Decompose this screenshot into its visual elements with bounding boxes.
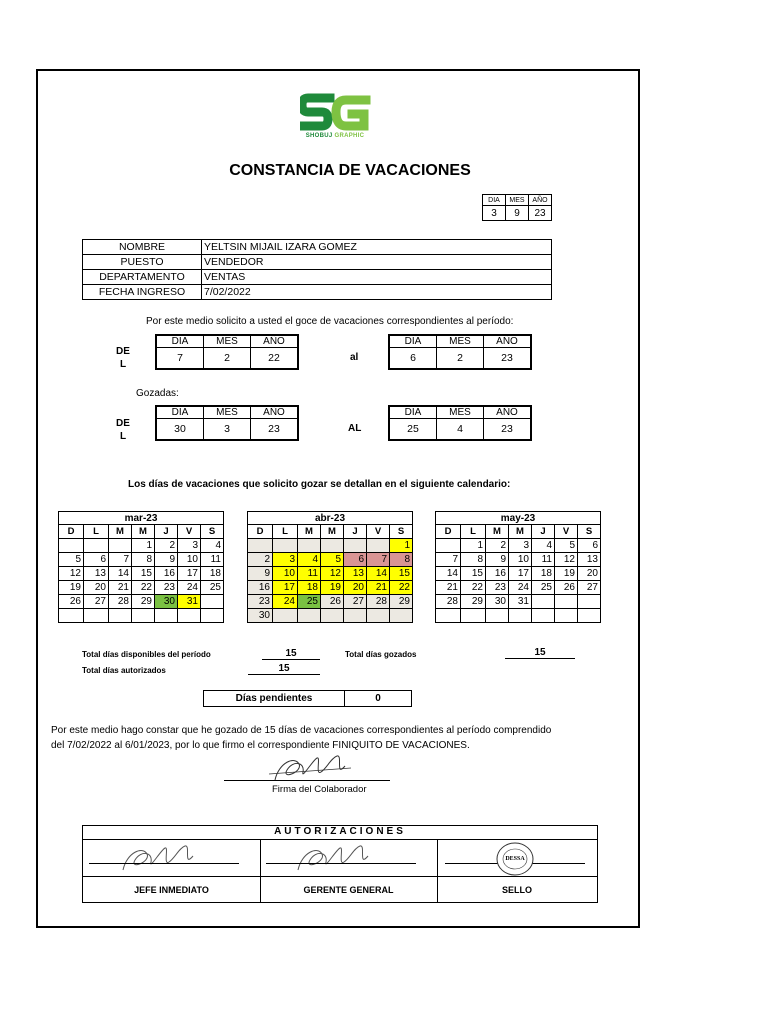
total-available-value: 15 [262, 648, 320, 660]
calendar-day-cell: 2 [248, 553, 273, 567]
date-year-header: AÑO [529, 195, 552, 206]
period-to-month-header: MES [437, 336, 484, 348]
calendar-day-cell [321, 539, 344, 553]
calendar-day-cell: 23 [486, 581, 509, 595]
calendar-day-cell: 14 [109, 567, 132, 581]
calendar-week-row [436, 567, 601, 581]
enjoyed-from-month-header: MES [204, 407, 251, 419]
calendar-day-cell [84, 539, 109, 553]
period-from-day: 7 [157, 348, 204, 369]
auth-seal-label: SELLO [437, 876, 597, 903]
collaborator-signature [265, 752, 355, 788]
calendar-day-cell: 12 [59, 567, 84, 581]
calendar-day-cell: 12 [321, 567, 344, 581]
authorizations-header: AUTORIZACIONES [83, 826, 597, 840]
calendar-day-cell: 2 [486, 539, 509, 553]
calendar-day-cell: 27 [84, 595, 109, 609]
weekday-header: L [273, 525, 298, 539]
calendar-day-cell: 3 [178, 539, 201, 553]
calendar-day-cell: 26 [59, 595, 84, 609]
auth-boss-label: JEFE INMEDIATO [83, 876, 260, 903]
seal-text: DESSA [505, 856, 525, 862]
calendar-day-cell [555, 595, 578, 609]
info-label: PUESTO [83, 255, 202, 270]
calendar-day-cell: 14 [367, 567, 390, 581]
calendar-day-cell: 22 [390, 581, 413, 595]
calendar-day-cell [344, 539, 367, 553]
calendar-day-cell [155, 609, 178, 623]
weekday-header: V [178, 525, 201, 539]
authorizations-box [82, 825, 598, 903]
calendar-day-cell: 15 [132, 567, 155, 581]
calendar-day-cell: 3 [509, 539, 532, 553]
calendar-day-cell: 30 [486, 595, 509, 609]
calendar-day-cell: 23 [248, 595, 273, 609]
enjoyed-from-year-header: AÑO [251, 407, 298, 419]
request-text: Por este medio solicito a usted el goce de vacaciones correspondientes al período: [146, 316, 514, 327]
total-enjoyed-label: Total días gozados [345, 650, 417, 659]
calendar-march [58, 511, 224, 623]
calendar-day-cell: 21 [436, 581, 461, 595]
employee-info-table [82, 239, 552, 300]
calendar-day-cell: 11 [201, 553, 224, 567]
calendar-day-cell [367, 609, 390, 623]
calendar-day-cell: 31 [178, 595, 201, 609]
calendar-day-cell [298, 609, 321, 623]
period-from-month-header: MES [204, 336, 251, 348]
total-available-label: Total días disponibles del período [82, 650, 211, 659]
calendar-day-cell: 10 [509, 553, 532, 567]
info-row [83, 240, 552, 255]
calendar-day-cell: 22 [132, 581, 155, 595]
period-to-label: al [350, 352, 359, 363]
enjoyed-from-month: 3 [204, 419, 251, 440]
calendar-day-cell [178, 609, 201, 623]
calendar-day-cell: 9 [155, 553, 178, 567]
calendar-week-row [59, 581, 224, 595]
date-day-value: 3 [483, 206, 506, 221]
enjoyed-to-year-header: AÑO [484, 407, 531, 419]
calendar-day-cell: 28 [109, 595, 132, 609]
enjoyed-to-day: 25 [390, 419, 437, 440]
calendar-day-cell: 6 [578, 539, 601, 553]
weekday-header: J [344, 525, 367, 539]
boss-signature [113, 844, 213, 876]
calendar-day-cell: 16 [248, 581, 273, 595]
weekday-header: M [321, 525, 344, 539]
info-row [83, 270, 552, 285]
enjoyed-caption: Gozadas: [136, 388, 179, 399]
calendar-day-cell: 9 [248, 567, 273, 581]
calendar-day-cell: 25 [201, 581, 224, 595]
calendar-day-cell: 17 [509, 567, 532, 581]
enjoyed-from-year: 23 [251, 419, 298, 440]
calendar-week-row [248, 595, 413, 609]
weekday-header: M [486, 525, 509, 539]
calendar-day-cell: 19 [321, 581, 344, 595]
enjoyed-to-month-header: MES [437, 407, 484, 419]
calendar-month-title: mar-23 [59, 512, 224, 525]
calendar-day-cell [578, 609, 601, 623]
info-label: DEPARTAMENTO [83, 270, 202, 285]
calendar-day-cell: 24 [178, 581, 201, 595]
info-value: YELTSIN MIJAIL IZARA GOMEZ [202, 240, 552, 255]
calendar-day-cell: 21 [109, 581, 132, 595]
total-enjoyed-value: 15 [505, 647, 575, 659]
calendar-day-cell [532, 609, 555, 623]
calendar-day-cell: 5 [321, 553, 344, 567]
calendar-day-cell: 16 [486, 567, 509, 581]
calendar-week-row [59, 595, 224, 609]
calendar-week-row [248, 539, 413, 553]
calendar-day-cell: 19 [59, 581, 84, 595]
calendar-day-cell: 11 [298, 567, 321, 581]
calendar-day-cell [298, 539, 321, 553]
auth-boss-cell [83, 840, 261, 903]
calendar-day-cell: 20 [578, 567, 601, 581]
enjoyed-to-label: AL [348, 423, 362, 434]
calendar-day-cell [578, 595, 601, 609]
calendar-week-row [436, 609, 601, 623]
calendar-day-cell: 19 [555, 567, 578, 581]
calendar-week-row [59, 567, 224, 581]
statement-line-1: Por este medio hago constar que he gozado de 15 días de vacaciones correspondientes al período comprendido [51, 725, 552, 736]
weekday-header: D [248, 525, 273, 539]
calendar-day-cell: 18 [532, 567, 555, 581]
auth-manager-cell [260, 840, 438, 903]
weekday-header: M [298, 525, 321, 539]
calendar-week-row [436, 595, 601, 609]
weekday-header: L [461, 525, 486, 539]
boss-signature-line [89, 863, 239, 864]
enjoyed-to-year: 23 [484, 419, 531, 440]
calendar-day-cell: 7 [109, 553, 132, 567]
info-row [83, 255, 552, 270]
calendar-day-cell: 5 [59, 553, 84, 567]
period-to-day-header: DIA [390, 336, 437, 348]
calendar-day-cell: 31 [509, 595, 532, 609]
calendar-day-cell [201, 609, 224, 623]
calendar-day-cell: 20 [84, 581, 109, 595]
enjoyed-from-day: 30 [157, 419, 204, 440]
calendar-day-cell [132, 609, 155, 623]
weekday-header: J [532, 525, 555, 539]
total-authorized-label: Total días autorizados [82, 666, 166, 675]
calendar-day-cell: 6 [344, 553, 367, 567]
calendar-day-cell: 16 [155, 567, 178, 581]
calendar-day-cell: 8 [461, 553, 486, 567]
calendar-day-cell: 27 [344, 595, 367, 609]
info-value: 7/02/2022 [202, 285, 552, 300]
calendar-day-cell [555, 609, 578, 623]
pending-days-label: Días pendientes [204, 691, 345, 707]
calendar-day-cell: 8 [132, 553, 155, 567]
manager-signature [288, 844, 388, 876]
calendar-day-cell: 7 [367, 553, 390, 567]
calendar-day-cell [461, 609, 486, 623]
calendar-day-cell: 23 [155, 581, 178, 595]
calendar-day-cell [436, 539, 461, 553]
enjoyed-to-month: 4 [437, 419, 484, 440]
calendar-week-row [248, 581, 413, 595]
info-row [83, 285, 552, 300]
calendar-day-cell: 15 [390, 567, 413, 581]
signature-line [224, 780, 390, 781]
document-title: CONSTANCIA DE VACACIONES [229, 162, 471, 179]
calendar-day-cell: 22 [461, 581, 486, 595]
calendar-day-cell: 18 [201, 567, 224, 581]
calendar-day-cell: 9 [486, 553, 509, 567]
calendar-day-cell: 29 [461, 595, 486, 609]
weekday-header: D [59, 525, 84, 539]
calendar-week-row [248, 567, 413, 581]
calendar-day-cell: 10 [178, 553, 201, 567]
calendar-day-cell: 4 [298, 553, 321, 567]
calendar-day-cell: 15 [461, 567, 486, 581]
calendar-day-cell [532, 595, 555, 609]
calendar-day-cell: 10 [273, 567, 298, 581]
calendar-day-cell: 26 [555, 581, 578, 595]
calendar-day-cell [367, 539, 390, 553]
statement-line-2: del 7/02/2022 al 6/01/2023, por lo que firmo el correspondiente FINIQUITO DE VACACIONES. [51, 740, 470, 751]
info-value: VENDEDOR [202, 255, 552, 270]
calendar-day-cell [344, 609, 367, 623]
weekday-header: M [132, 525, 155, 539]
calendar-day-cell [109, 609, 132, 623]
auth-seal-cell [437, 840, 597, 903]
period-to-year-header: AÑO [484, 336, 531, 348]
pending-days-box [203, 690, 412, 707]
calendar-april [247, 511, 413, 623]
calendar-day-cell: 30 [155, 595, 178, 609]
period-from-table [156, 335, 298, 369]
calendar-may [435, 511, 601, 623]
calendar-day-cell: 18 [298, 581, 321, 595]
calendar-day-cell: 13 [84, 567, 109, 581]
period-from-year: 22 [251, 348, 298, 369]
calendar-table [247, 511, 413, 623]
calendar-day-cell [84, 609, 109, 623]
calendar-week-row [248, 609, 413, 623]
calendar-day-cell [321, 609, 344, 623]
calendar-day-cell: 27 [578, 581, 601, 595]
calendar-day-cell: 3 [273, 553, 298, 567]
calendar-day-cell: 4 [532, 539, 555, 553]
period-from-day-header: DIA [157, 336, 204, 348]
weekday-header: D [436, 525, 461, 539]
calendar-day-cell: 2 [155, 539, 178, 553]
period-to-month: 2 [437, 348, 484, 369]
date-month-value: 9 [506, 206, 529, 221]
calendar-day-cell: 1 [461, 539, 486, 553]
company-seal [495, 841, 535, 877]
calendar-day-cell [509, 609, 532, 623]
weekday-header: L [84, 525, 109, 539]
weekday-header: M [509, 525, 532, 539]
enjoyed-to-table [389, 406, 531, 440]
calendar-day-cell: 5 [555, 539, 578, 553]
calendar-day-cell [59, 609, 84, 623]
calendar-day-cell: 11 [532, 553, 555, 567]
calendar-day-cell: 12 [555, 553, 578, 567]
period-from-year-header: AÑO [251, 336, 298, 348]
calendar-day-cell: 1 [132, 539, 155, 553]
enjoyed-from-label: DE L [116, 418, 130, 442]
calendar-day-cell: 30 [248, 609, 273, 623]
calendar-day-cell [248, 539, 273, 553]
calendar-week-row [248, 553, 413, 567]
calendar-day-cell [390, 609, 413, 623]
calendar-day-cell: 4 [201, 539, 224, 553]
calendar-week-row [59, 553, 224, 567]
calendar-day-cell: 26 [321, 595, 344, 609]
brand-name-part1: SHOBUJ [305, 133, 333, 139]
enjoyed-from-day-header: DIA [157, 407, 204, 419]
date-day-header: DIA [483, 195, 506, 206]
period-to-table [389, 335, 531, 369]
calendar-week-row [59, 539, 224, 553]
calendar-day-cell: 1 [390, 539, 413, 553]
calendar-day-cell [201, 595, 224, 609]
pending-days-value: 0 [345, 691, 412, 707]
calendar-day-cell: 17 [178, 567, 201, 581]
period-to-day: 6 [390, 348, 437, 369]
calendar-day-cell: 20 [344, 581, 367, 595]
manager-signature-line [266, 863, 416, 864]
period-to-year: 23 [484, 348, 531, 369]
info-value: VENTAS [202, 270, 552, 285]
weekday-header: S [390, 525, 413, 539]
brand-name-part2: GRAPHIC [334, 133, 365, 139]
calendar-caption: Los días de vacaciones que solicito gozar se detallan en el siguiente calendario: [128, 479, 511, 490]
calendar-table [58, 511, 224, 623]
weekday-header: V [555, 525, 578, 539]
calendar-day-cell [436, 609, 461, 623]
date-year-value: 23 [529, 206, 552, 221]
info-label: FECHA INGRESO [83, 285, 202, 300]
calendar-day-cell: 28 [436, 595, 461, 609]
calendar-day-cell: 6 [84, 553, 109, 567]
calendar-day-cell: 13 [578, 553, 601, 567]
calendar-week-row [436, 581, 601, 595]
calendar-week-row [436, 539, 601, 553]
calendar-day-cell: 8 [390, 553, 413, 567]
calendar-day-cell: 17 [273, 581, 298, 595]
calendar-day-cell: 29 [132, 595, 155, 609]
info-label: NOMBRE [83, 240, 202, 255]
issue-date-box [482, 194, 552, 221]
weekday-header: S [578, 525, 601, 539]
calendar-day-cell [486, 609, 509, 623]
calendar-day-cell: 25 [532, 581, 555, 595]
weekday-header: V [367, 525, 390, 539]
calendar-day-cell: 14 [436, 567, 461, 581]
weekday-header: J [155, 525, 178, 539]
period-from-month: 2 [204, 348, 251, 369]
calendar-day-cell: 25 [298, 595, 321, 609]
calendar-day-cell [59, 539, 84, 553]
auth-manager-label: GERENTE GENERAL [260, 876, 437, 903]
total-authorized-value: 15 [248, 663, 320, 675]
calendar-day-cell: 29 [390, 595, 413, 609]
calendar-day-cell: 13 [344, 567, 367, 581]
enjoyed-to-day-header: DIA [390, 407, 437, 419]
weekday-header: M [109, 525, 132, 539]
calendar-day-cell: 28 [367, 595, 390, 609]
calendar-day-cell: 24 [273, 595, 298, 609]
calendar-day-cell: 24 [509, 581, 532, 595]
enjoyed-from-table [156, 406, 298, 440]
signature-caption: Firma del Colaborador [272, 784, 367, 795]
calendar-day-cell [273, 539, 298, 553]
calendar-day-cell [109, 539, 132, 553]
calendar-week-row [436, 553, 601, 567]
calendar-week-row [59, 609, 224, 623]
calendar-table [435, 511, 601, 623]
date-month-header: MES [506, 195, 529, 206]
calendar-day-cell [273, 609, 298, 623]
calendar-day-cell: 7 [436, 553, 461, 567]
weekday-header: S [201, 525, 224, 539]
calendar-day-cell: 21 [367, 581, 390, 595]
brand-name [290, 133, 380, 139]
period-from-label: DE L [116, 346, 130, 370]
calendar-month-title: abr-23 [248, 512, 413, 525]
calendar-month-title: may-23 [436, 512, 601, 525]
